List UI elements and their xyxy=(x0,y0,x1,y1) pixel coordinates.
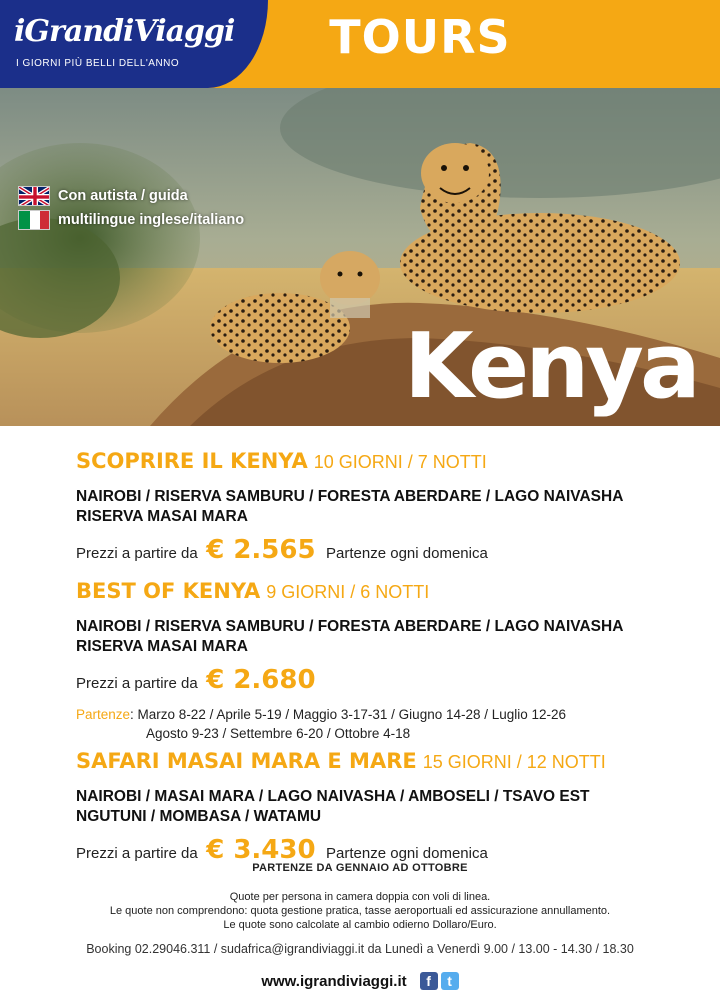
language-text: multilingue inglese/italiano xyxy=(58,212,245,228)
price-row xyxy=(76,535,696,569)
fine-print xyxy=(0,890,720,932)
footer xyxy=(0,862,720,956)
tour-duration: 10 GIORNI / 7 NOTTI xyxy=(313,452,487,472)
language-text: Con autista / guida xyxy=(58,188,188,204)
departure-note: Partenze ogni domenica xyxy=(326,545,488,562)
italy-flag-icon xyxy=(18,210,50,230)
price-label: Prezzi a partire da xyxy=(76,675,198,692)
tour-name: SCOPRIRE IL KENYA xyxy=(76,449,308,473)
tour-route xyxy=(76,617,696,657)
fine-print-line: Le quote sono calcolate al cambio odierno Dollaro/Euro. xyxy=(223,919,497,931)
tour-duration: 9 GIORNI / 6 NOTTI xyxy=(266,582,430,602)
website-link[interactable]: www.igrandiviaggi.it xyxy=(261,972,407,990)
tour-price: € 2.680 xyxy=(206,665,316,695)
language-row-italian xyxy=(18,208,244,232)
uk-flag-icon xyxy=(18,186,50,206)
tour-duration: 15 GIORNI / 12 NOTTI xyxy=(422,752,606,772)
tour-card[interactable] xyxy=(76,446,696,576)
brand-logo[interactable] xyxy=(0,0,268,88)
price-label: Prezzi a partire da xyxy=(76,545,198,562)
tours-list xyxy=(76,446,696,866)
website-row xyxy=(0,972,720,990)
route-line: NAIROBI / RISERVA SAMBURU / FORESTA ABERDARE / LAGO NAIVASHA xyxy=(76,618,624,635)
fine-print-line: Quote per persona in camera doppia con voli di linea. xyxy=(229,891,491,903)
language-info xyxy=(18,184,244,232)
tour-route xyxy=(76,787,696,827)
booking-info[interactable]: Booking 02.29046.311 / sudafrica@igrandiviaggi.it da Lunedì a Venerdì 9.00 / 13.00 - 14.30 / 18.30 xyxy=(86,942,634,956)
tour-card[interactable] xyxy=(76,576,696,746)
departure-note: Partenze ogni domenica xyxy=(326,845,488,862)
tour-heading xyxy=(76,746,696,783)
route-line: RISERVA MASAI MARA xyxy=(76,638,248,655)
tour-route xyxy=(76,487,696,527)
price-row xyxy=(76,665,696,699)
dates-line: Agosto 9-23 / Settembre 6-20 / Ottobre 4-18 xyxy=(146,726,411,741)
tour-name: SAFARI MASAI MARA E MARE xyxy=(76,749,417,773)
route-line: NAIROBI / RISERVA SAMBURU / FORESTA ABERDARE / LAGO NAIVASHA xyxy=(76,488,624,505)
departure-dates xyxy=(76,705,696,743)
destination-title: Kenya xyxy=(404,314,697,419)
tour-price: € 2.565 xyxy=(206,535,316,565)
price-label: Prezzi a partire da xyxy=(76,845,198,862)
tour-heading xyxy=(76,576,696,613)
facebook-icon[interactable]: f xyxy=(420,972,438,990)
tour-price: € 3.430 xyxy=(206,835,316,865)
logo-text: iGrandiViaggi xyxy=(14,14,235,49)
route-line: NAIROBI / MASAI MARA / LAGO NAIVASHA / AMBOSELI / TSAVO EST xyxy=(76,788,590,805)
tour-name: BEST OF KENYA xyxy=(76,579,261,603)
dates-line xyxy=(76,705,696,724)
header-title: TOURS xyxy=(329,10,511,64)
dates-label: Partenze xyxy=(76,707,131,722)
header-bar xyxy=(0,0,720,88)
tour-heading xyxy=(76,446,696,483)
route-line: RISERVA MASAI MARA xyxy=(76,508,248,525)
route-line: NGUTUNI / MOMBASA / WATAMU xyxy=(76,808,322,825)
dates-text: : Marzo 8-22 / Aprile 5-19 / Maggio 3-17-31 / Giugno 14-28 / Luglio 12-26 xyxy=(130,707,567,722)
tour-card[interactable] xyxy=(76,746,696,866)
season-heading: PARTENZE DA GENNAIO AD OTTOBRE xyxy=(252,862,468,874)
twitter-icon[interactable]: t xyxy=(441,972,459,990)
language-row-english xyxy=(18,184,244,208)
fine-print-line: Le quote non comprendono: quota gestione pratica, tasse aeroportuali ed assicurazione annullamento. xyxy=(109,905,611,917)
logo-tagline: I GIORNI PIÙ BELLI DELL'ANNO xyxy=(16,58,180,69)
